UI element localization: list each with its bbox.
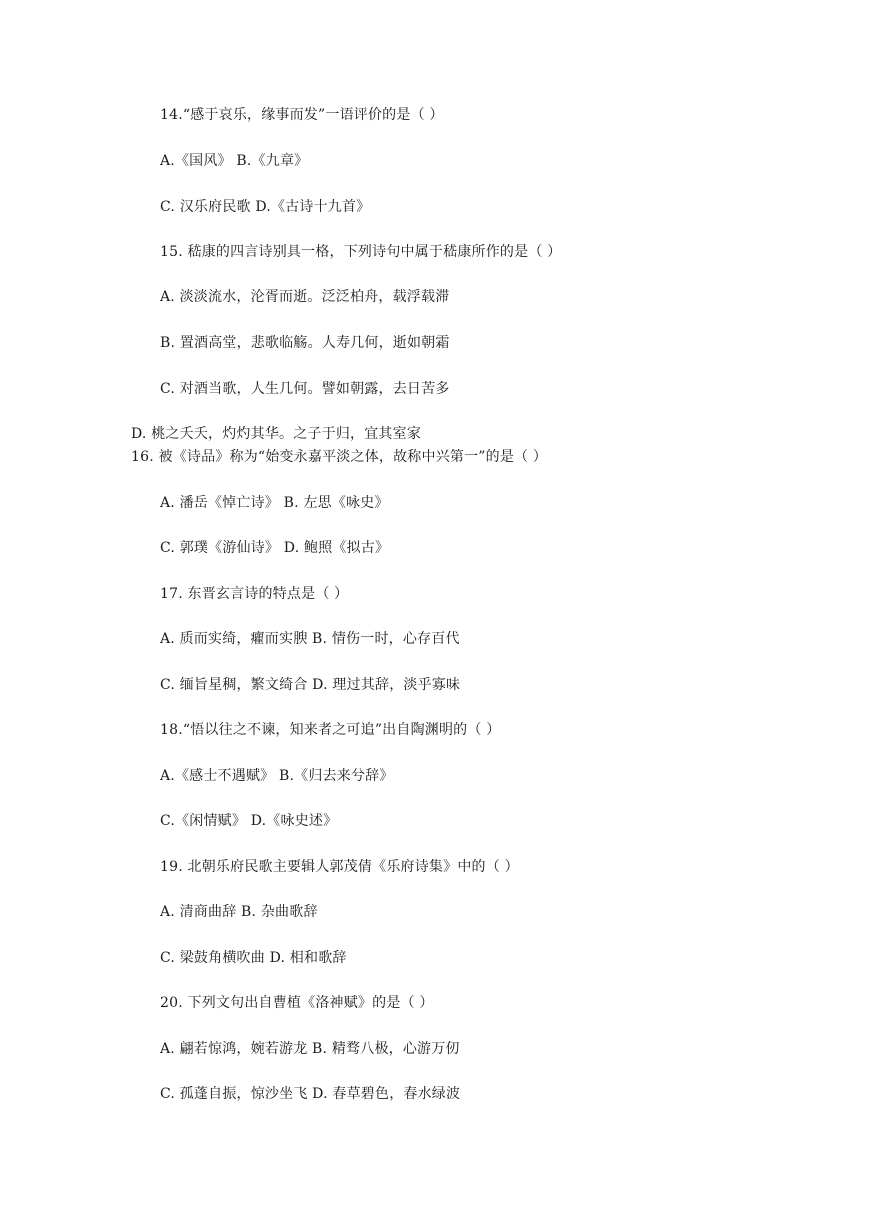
question-20-options-ab: A. 翩若惊鸿，婉若游龙 B. 精骛八极，心游万仞	[160, 1041, 460, 1057]
question-15-option-b: B. 置酒高堂，悲歌临觞。人寿几何，逝如朝霜	[160, 335, 450, 351]
question-18-stem: 18.“悟以往之不谏，知来者之可追”出自陶渊明的（ ）	[160, 722, 501, 738]
question-19-options-ab: A. 清商曲辞 B. 杂曲歌辞	[160, 904, 318, 920]
question-15-option-d: D. 桃之夭夭，灼灼其华。之子于归，宜其室家	[131, 426, 422, 442]
question-17-options-cd: C. 缅旨星稠，繁文绮合 D. 理过其辞，淡乎寡味	[160, 677, 461, 693]
question-18-options-ab: A.《感士不遇赋》 B.《归去来兮辞》	[160, 768, 394, 784]
question-17-options-ab: A. 质而实绮，癯而实腴 B. 情伤一时，心存百代	[160, 631, 460, 647]
question-20-options-cd: C. 孤蓬自振，惊沙坐飞 D. 春草碧色，春水绿波	[160, 1086, 461, 1102]
question-15-option-a: A. 淡淡流水，沦胥而逝。泛泛柏舟，载浮载滞	[160, 289, 450, 305]
question-16-options-cd: C. 郭璞《游仙诗》 D. 鲍照《拟古》	[160, 540, 390, 556]
question-19-options-cd: C. 梁鼓角横吹曲 D. 相和歌辞	[160, 950, 347, 966]
question-16-stem: 16. 被《诗品》称为“始变永嘉平淡之体，故称中兴第一”的是（ ）	[131, 449, 548, 465]
question-14-options-ab: A.《国风》 B.《九章》	[160, 153, 309, 169]
question-15-option-c: C. 对酒当歌，人生几何。譬如朝露，去日苦多	[160, 381, 450, 397]
question-17-stem: 17. 东晋玄言诗的特点是（ ）	[160, 586, 349, 602]
question-15-stem: 15. 嵇康的四言诗别具一格，下列诗句中属于嵇康所作的是（ ）	[160, 244, 562, 260]
question-19-stem: 19. 北朝乐府民歌主要辑人郭茂倩《乐府诗集》中的（ ）	[160, 859, 519, 875]
question-20-stem: 20. 下列文句出自曹植《洛神赋》的是（ ）	[160, 995, 434, 1011]
question-18-options-cd: C.《闲情赋》 D.《咏史述》	[160, 813, 338, 829]
question-14-options-cd: C. 汉乐府民歌 D.《古诗十九首》	[160, 199, 371, 215]
question-14-stem: 14.“感于哀乐，缘事而发”一语评价的是（ ）	[160, 107, 444, 123]
question-16-options-ab: A. 潘岳《悼亡诗》 B. 左思《咏史》	[160, 495, 389, 511]
